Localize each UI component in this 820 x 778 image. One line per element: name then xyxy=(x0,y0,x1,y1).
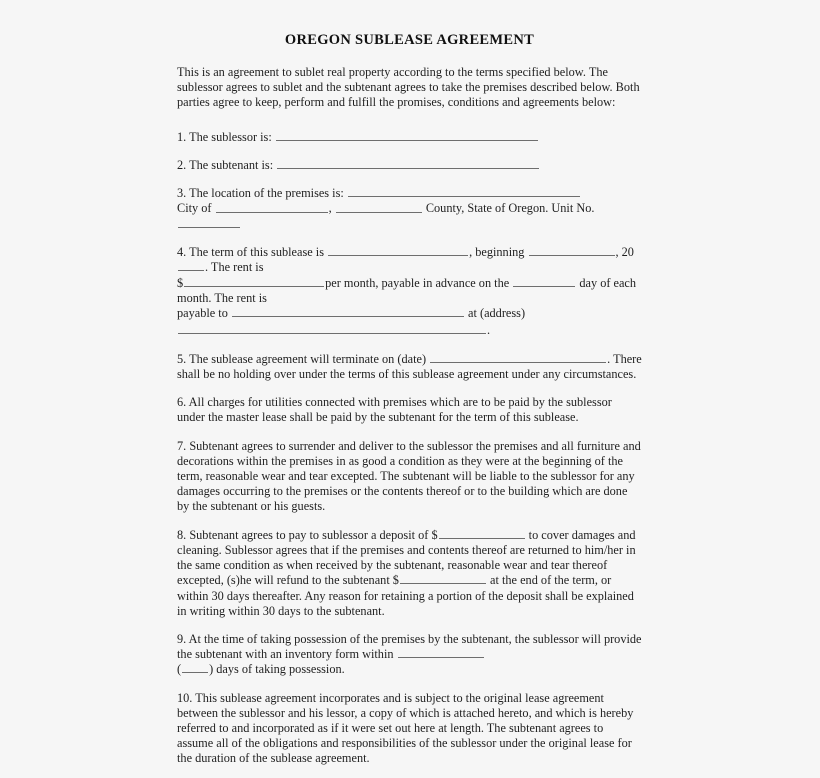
termination-date-blank[interactable] xyxy=(430,352,606,363)
document-body xyxy=(177,32,642,778)
clause-4-text-h: payable to xyxy=(177,306,228,321)
clause-1 xyxy=(177,130,642,145)
unit-number-blank[interactable] xyxy=(178,217,240,228)
clause-1-number: 1. xyxy=(177,129,187,144)
county-blank[interactable] xyxy=(336,201,422,212)
clause-2-number: 2. xyxy=(177,157,187,172)
page-title: OREGON SUBLEASE AGREEMENT xyxy=(284,32,535,48)
clause-3-number: 3. xyxy=(177,186,187,201)
clause-6 xyxy=(177,395,642,425)
clause-4-text-g: day of each month. The rent is xyxy=(177,275,637,305)
clause-4-number: 4. xyxy=(177,245,187,260)
rent-address-line: . xyxy=(177,323,642,338)
clause-4-text-i: at (address) xyxy=(468,306,526,321)
clause-8 xyxy=(177,528,642,619)
clause-8-text-c: at the end of the term, or within 30 days thereafter. Any reason for retaining a portion of the deposit shall be explained in writing within 30 days to the subtenant. xyxy=(177,573,634,618)
clause-3-comma: , xyxy=(328,201,332,216)
clause-5 xyxy=(177,352,642,382)
clause-9 xyxy=(177,632,642,678)
clause-10 xyxy=(177,691,642,767)
clause-2 xyxy=(177,158,642,173)
term-length-blank[interactable] xyxy=(328,245,468,256)
refund-amount-blank[interactable] xyxy=(400,573,486,584)
clause-10-text: This sublease agreement incorporates and is subject to the original lease agreement between the sublessor and his lessor, a copy of which is attached hereto, and which is hereby referred to and incorporated as if it were set out here at length. The subtenant agrees to assume all of the obligations and responsibilities of the sublessor under the original lease for the duration of the sublease agreement. xyxy=(177,690,634,766)
clause-6-text: All charges for utilities connected with premises which are to be paid by the sublessor under the master lease shall be paid by the subtenant for the term of this sublease. xyxy=(177,395,612,425)
clause-1-text: The sublessor is: xyxy=(189,129,272,144)
clause-4-text-a: The term of this sublease is xyxy=(189,245,324,260)
clause-3-county-label: County, State of Oregon. Unit No. xyxy=(425,201,595,216)
clause-6-number: 6. xyxy=(177,395,187,410)
clause-4-text-c: , 20 xyxy=(615,245,634,260)
clause-4-dollar-sign: $ xyxy=(177,275,184,290)
rent-payee-blank[interactable] xyxy=(232,306,464,317)
subtenant-name-blank[interactable] xyxy=(277,158,539,169)
clause-3-text: The location of the premises is: xyxy=(189,186,344,201)
monthly-rent-blank[interactable] xyxy=(184,276,324,287)
clause-7 xyxy=(177,439,642,515)
clause-4 xyxy=(177,245,642,339)
clause-3-city-label: City of xyxy=(177,201,212,216)
clause-9-text-c: ) days of taking possession. xyxy=(209,662,345,677)
clause-9-paren-open: ( xyxy=(177,662,182,677)
clause-4-text-f: per month, payable in advance on the xyxy=(325,275,510,290)
premises-location-blank[interactable] xyxy=(348,186,580,197)
clause-4-text-b: , beginning xyxy=(469,245,525,260)
clause-4-text-d: . The rent is xyxy=(205,260,264,275)
intro-paragraph: This is an agreement to sublet real property according to the terms specified below. The sublessor agrees to sublet and the subtenant agrees to take the premises described below. Both parties agree to keep, perform and fulfill the promises, conditions and agreements below: xyxy=(177,65,640,110)
deposit-amount-blank[interactable] xyxy=(439,528,525,539)
clause-3 xyxy=(177,186,642,232)
rent-due-day-blank[interactable] xyxy=(513,276,575,287)
clause-5-number: 5. xyxy=(177,351,187,366)
inventory-days-numeric-blank[interactable] xyxy=(182,662,208,673)
clause-9-number: 9. xyxy=(177,631,187,646)
clause-8-text-b: to cover damages and cleaning. Sublessor agrees that if the premises and contents thereof are returned to him/her in the same condition as when received by the subtenant, reasonable wear and tear thereof excepted, (s)he will refund to the subtenant $ xyxy=(177,527,636,588)
clause-10-number: 10. xyxy=(177,690,193,705)
clause-9-text-a: At the time of taking possession of the premises by the subtenant, the sublessor will provide the subtenant with an inventory form within xyxy=(177,631,642,662)
rent-address-blank[interactable] xyxy=(178,323,486,334)
city-blank[interactable] xyxy=(216,201,328,212)
clause-8-number: 8. xyxy=(177,527,187,542)
clause-8-text-a: Subtenant agrees to pay to sublessor a deposit of $ xyxy=(189,527,438,542)
clause-2-text: The subtenant is: xyxy=(189,157,274,172)
beginning-date-blank[interactable] xyxy=(529,245,615,256)
sublessor-name-blank[interactable] xyxy=(276,130,538,141)
clause-7-number: 7. xyxy=(177,438,187,453)
clause-5-text-b: . There shall be no holding over under the terms of this sublease agreement under any circumstances. xyxy=(177,351,642,381)
year-blank[interactable] xyxy=(178,260,204,271)
clause-5-text-a: The sublease agreement will terminate on (date) xyxy=(189,351,427,366)
clause-7-text: Subtenant agrees to surrender and deliver to the sublessor the premises and all furniture and decorations within the premises in as good a condition as they were at the beginning of the term, reasonable wear and tear excepted. The subtenant will be liable to the sublessor for any damages occurring to the premises or the contents thereof or to the building which are done by the subtenant or his guests. xyxy=(177,438,641,514)
inventory-days-blank[interactable] xyxy=(398,647,484,658)
